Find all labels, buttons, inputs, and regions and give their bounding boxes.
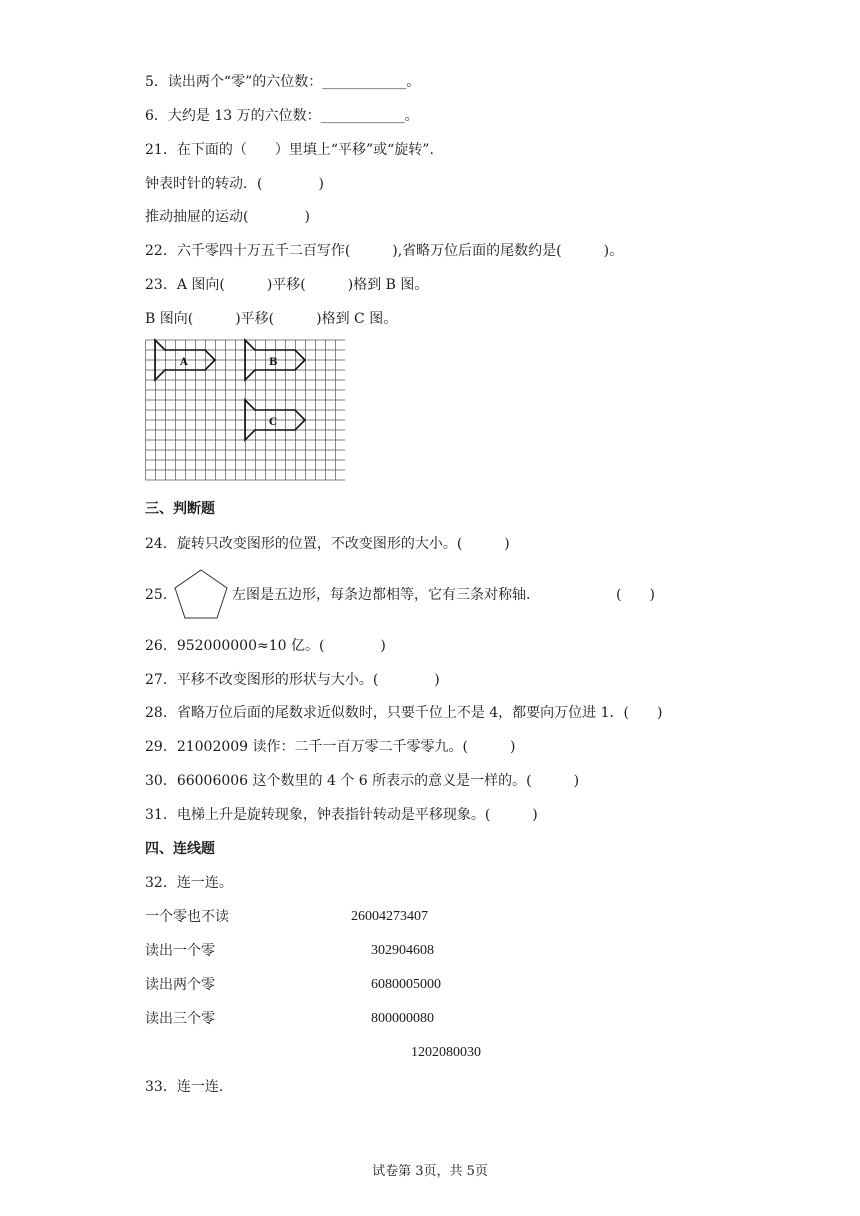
match-left-4: 读出三个零 (145, 1011, 215, 1027)
shape-a-label: A (180, 357, 188, 368)
section-4-title: 四、连线题 (145, 841, 215, 857)
question-26: 26．952000000≈10 亿。( ) (145, 638, 386, 654)
match-left-3: 读出两个零 (145, 977, 215, 993)
question-25-paren: ( ) (616, 587, 655, 603)
match-right-3: 6080005000 (371, 977, 441, 992)
question-22: 22．六千零四十万五千二百写作( ),省略万位后面的尾数约是( )。 (145, 243, 624, 259)
question-29: 29．21002009 读作：二千一百万零二千零零九。( ) (145, 739, 516, 755)
question-23-b: B 图向( )平移( )格到 C 图。 (145, 311, 398, 327)
match-left-1: 一个零也不读 (145, 909, 229, 925)
match-right-2: 302904608 (371, 943, 434, 958)
pentagon-figure (173, 568, 229, 620)
question-21: 21．在下面的（ ）里填上“平移”或“旋转”. (145, 142, 434, 158)
question-5: 5．读出两个“零”的六位数：____________。 (145, 74, 421, 90)
question-32: 32．连一连。 (145, 875, 233, 891)
page-footer: 试卷第 3页，共 5页 (372, 1164, 488, 1179)
match-right-4: 800000080 (371, 1011, 434, 1026)
question-28: 28．省略万位后面的尾数求近似数时，只要千位上不是 4，都要向万位进 1．( ) (145, 705, 663, 721)
question-24: 24．旋转只改变图形的位置，不改变图形的大小。( ) (145, 536, 510, 552)
question-25-text: 左图是五边形，每条边都相等，它有三条对称轴. (232, 587, 531, 603)
question-23: 23．A 图向( )平移( )格到 B 图。 (145, 277, 429, 293)
translation-grid-figure (145, 338, 345, 484)
section-3-title: 三、判断题 (145, 501, 215, 517)
shape-c-label: C (269, 417, 277, 428)
question-33: 33．连一连. (145, 1079, 224, 1095)
match-right-5: 1202080030 (411, 1045, 481, 1060)
question-21-drawer: 推动抽屉的运动( ) (145, 209, 310, 225)
question-27: 27．平移不改变图形的形状与大小。( ) (145, 672, 440, 688)
question-6: 6．大约是 13 万的六位数：____________。 (145, 108, 419, 124)
match-left-2: 读出一个零 (145, 943, 215, 959)
match-right-1: 26004273407 (351, 909, 428, 924)
question-25-number: 25． (145, 587, 177, 603)
question-21-clock: 钟表时针的转动．( ) (145, 176, 324, 192)
question-31: 31．电梯上升是旋转现象，钟表指针转动是平移现象。( ) (145, 807, 538, 823)
shape-b-label: B (269, 357, 278, 368)
question-30: 30．66006006 这个数里的 4 个 6 所表示的意义是一样的。( ) (145, 773, 580, 789)
